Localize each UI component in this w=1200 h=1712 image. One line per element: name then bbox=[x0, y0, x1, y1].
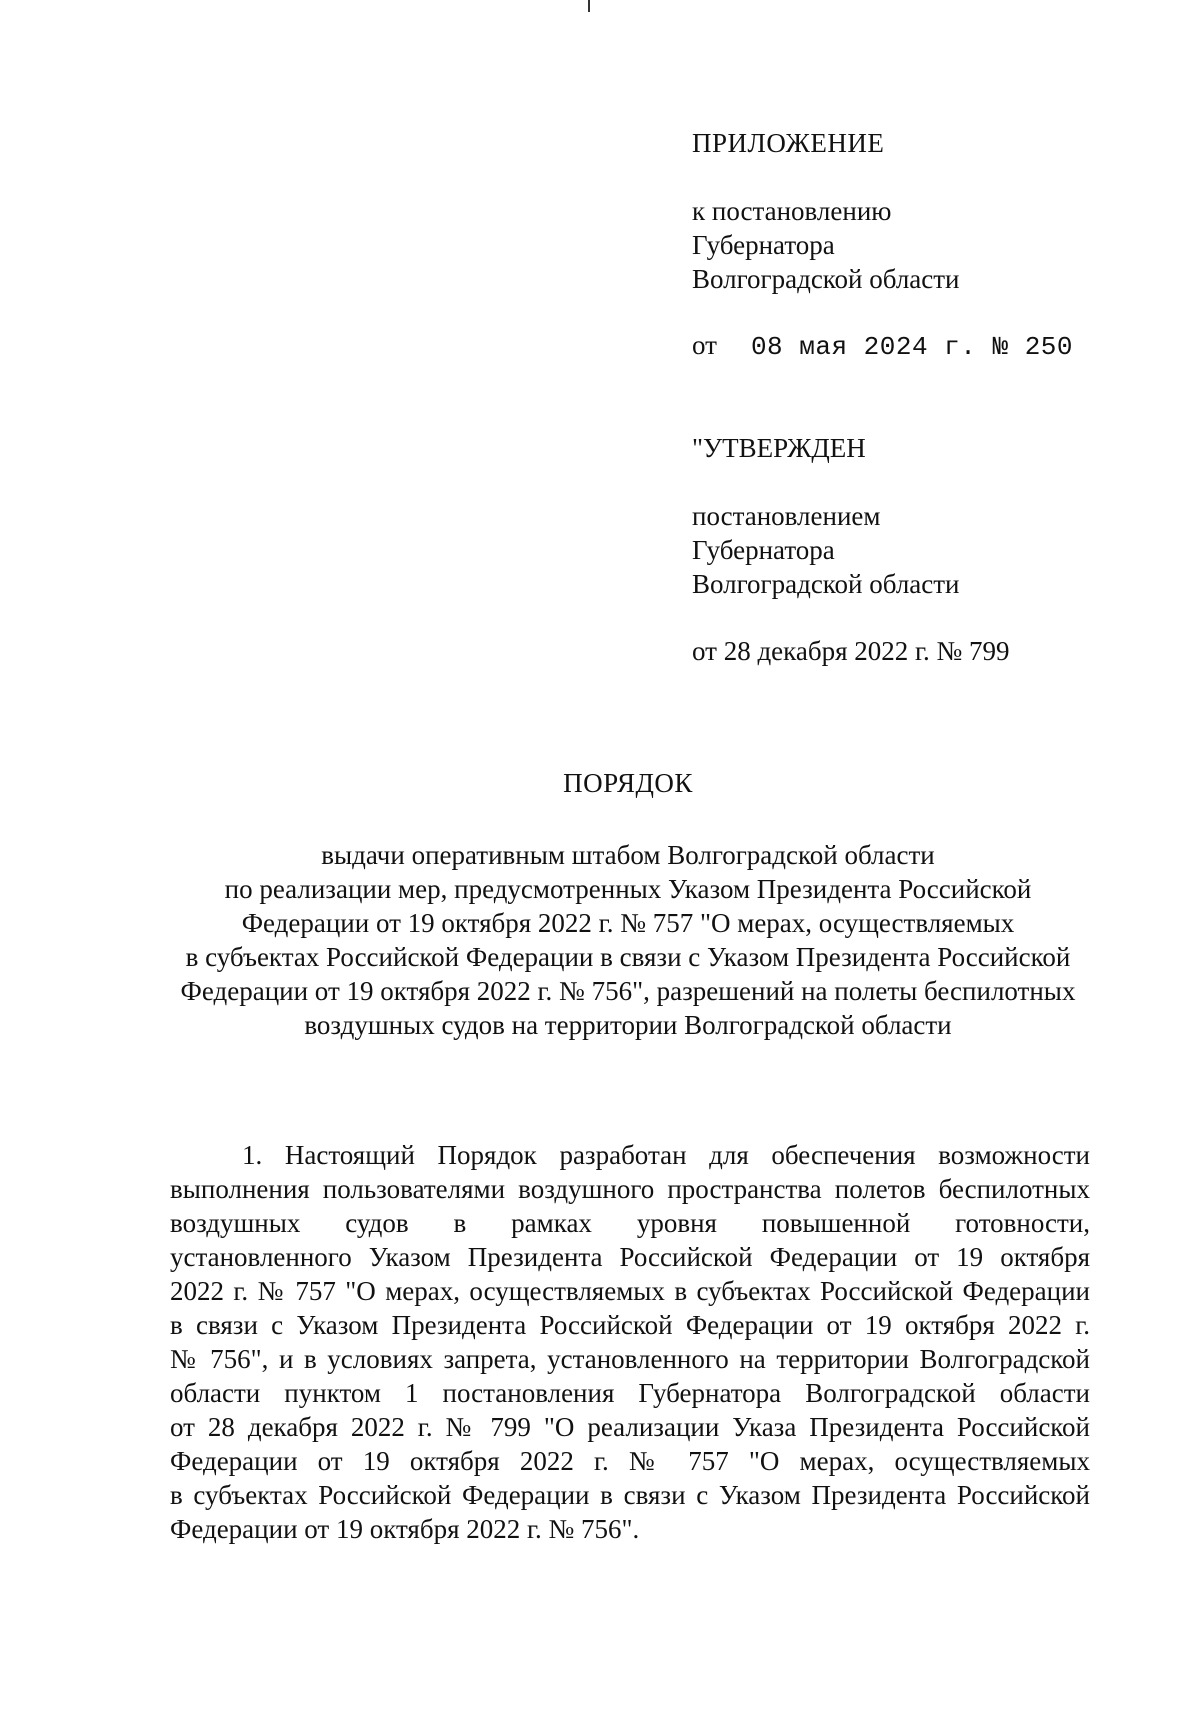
paragraph-1 bbox=[170, 1138, 1090, 1546]
approved-heading bbox=[692, 431, 866, 465]
appendix-decree-block bbox=[692, 194, 960, 296]
appendix-line: Губернатора bbox=[692, 230, 835, 260]
paragraph-line: в субъектах Российской Федерации в связи с Указом Президента Российской bbox=[170, 1480, 1090, 1510]
appendix-date-number bbox=[692, 328, 1073, 364]
approved-line: Волгоградской области bbox=[692, 569, 960, 599]
paragraph-line: области пунктом 1 постановления Губернатора Волгоградской области bbox=[170, 1378, 1090, 1408]
approved-title: "УТВЕРЖДЕН bbox=[692, 433, 866, 463]
approved-ref: от 28 декабря 2022 г. № 799 bbox=[692, 636, 1010, 666]
paragraph-line: от 28 декабря 2022 г. № 799 "О реализации Указа Президента Российской bbox=[170, 1412, 1090, 1442]
appendix-line: Волгоградской области bbox=[692, 264, 960, 294]
document-title: ПОРЯДОК bbox=[563, 768, 693, 798]
paragraph-line: в связи с Указом Президента Российской Федерации от 19 октября 2022 г. bbox=[170, 1310, 1090, 1340]
subtitle-line: воздушных судов на территории Волгоградской области bbox=[304, 1010, 952, 1040]
subtitle-line: Федерации от 19 октября 2022 г. № 756", разрешений на полеты беспилотных bbox=[180, 976, 1076, 1006]
subtitle-line: выдачи оперативным штабом Волгоградской области bbox=[321, 840, 935, 870]
approved-decree-block bbox=[692, 499, 960, 601]
paragraph-line: воздушных судов в рамках уровня повышенной готовности, bbox=[170, 1208, 1090, 1238]
paragraph-line: Федерации от 19 октября 2022 г. № 756". bbox=[170, 1514, 640, 1544]
paragraph-line: 1. Настоящий Порядок разработан для обеспечения возможности bbox=[242, 1140, 1090, 1170]
appendix-title: ПРИЛОЖЕНИЕ bbox=[692, 128, 885, 158]
approved-line: Губернатора bbox=[692, 535, 835, 565]
document-subtitle bbox=[160, 838, 1096, 1042]
subtitle-line: по реализации мер, предусмотренных Указом Президента Российской bbox=[224, 874, 1032, 904]
approved-line: постановлением bbox=[692, 501, 881, 531]
appendix-ot: от bbox=[692, 330, 717, 360]
approved-date-number bbox=[692, 634, 1010, 668]
subtitle-line: в субъектах Российской Федерации в связи с Указом Президента Российской bbox=[185, 942, 1071, 972]
paragraph-line: выполнения пользователями воздушного пространства полетов беспилотных bbox=[170, 1174, 1090, 1204]
paragraph-line: № 756", и в условиях запрета, установленного на территории Волгоградской bbox=[170, 1344, 1090, 1374]
appendix-date-stamp: 08 мая 2024 г. № 250 bbox=[750, 332, 1074, 362]
paragraph-line: 2022 г. № 757 "О мерах, осуществляемых в субъектах Российской Федерации bbox=[170, 1276, 1090, 1306]
paragraph-line: Федерации от 19 октября 2022 г. № 757 "О мерах, осуществляемых bbox=[170, 1446, 1090, 1476]
subtitle-line: Федерации от 19 октября 2022 г. № 757 "О мерах, осуществляемых bbox=[241, 908, 1015, 938]
scan-mark bbox=[588, 0, 590, 12]
paragraph-line: установленного Указом Президента Российской Федерации от 19 октября bbox=[170, 1242, 1090, 1272]
appendix-line: к постановлению bbox=[692, 196, 892, 226]
appendix-heading bbox=[692, 126, 884, 160]
